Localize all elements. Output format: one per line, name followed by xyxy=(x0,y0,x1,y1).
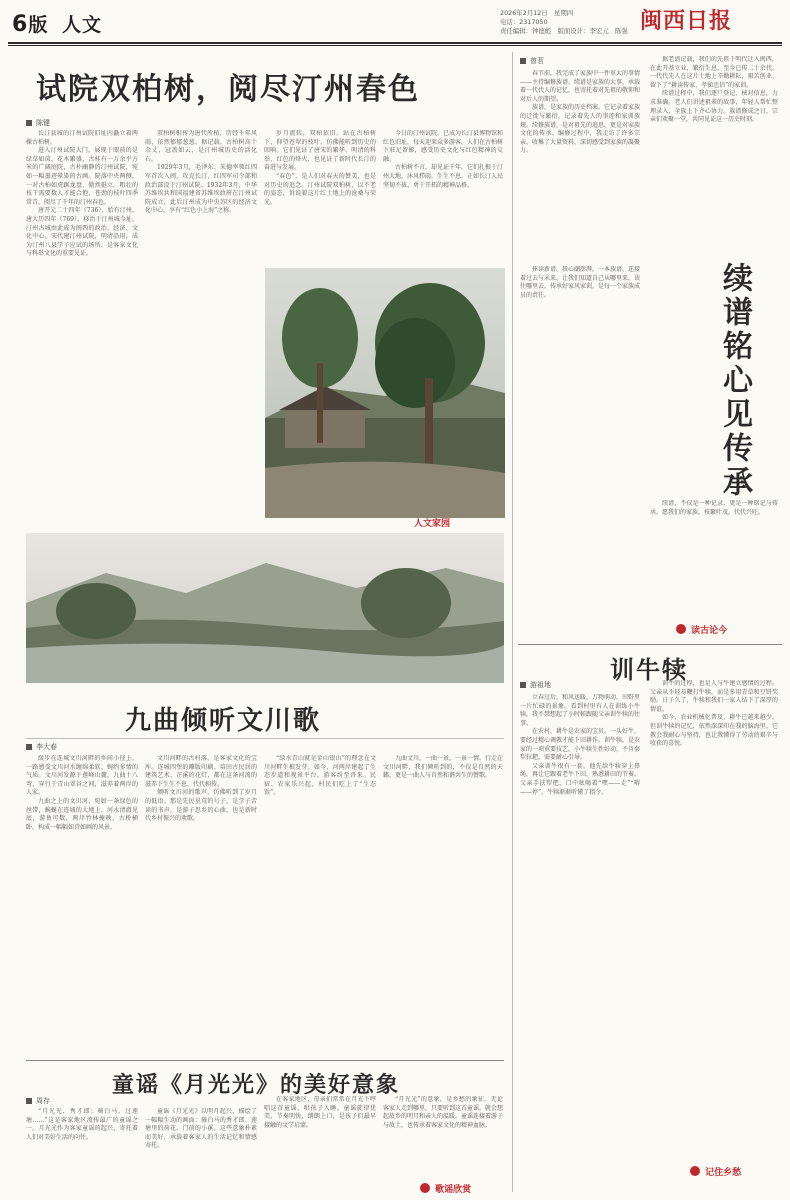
page-banner xyxy=(12,10,102,37)
article5-top-rule xyxy=(26,1060,504,1061)
article5-title: 童谣《月光光》的美好意象 xyxy=(112,1072,401,1098)
phone: 电话：2317050 xyxy=(500,18,548,26)
article3-col1 xyxy=(26,755,138,1055)
article1-p7: “春色”，是人们对春天的赞美，也是对历史的追念。汀州试院双柏树，以不老的姿态，诉说着这片红土地上的沧桑与荣光。 xyxy=(264,172,376,206)
newspaper-logo: 闽西日报 xyxy=(640,8,733,34)
article3-rule xyxy=(26,738,504,739)
article5-col3 xyxy=(264,1096,376,1194)
article5-col4 xyxy=(383,1096,503,1176)
article5-col1 xyxy=(26,1108,138,1194)
article5-byline xyxy=(26,1096,50,1106)
article1-author: 陈键 xyxy=(36,119,50,127)
article2-col4 xyxy=(650,500,778,610)
article5-author: 周存 xyxy=(36,1097,50,1105)
article3-p2: 九曲之上的文川河，宛如一条绿色的丝带，蜿蜒在连城的大地上。河水清澈见底，游鱼可数，两岸竹林掩映，古桥横卧，构成一幅幅如诗如画的风景。 xyxy=(26,797,138,831)
article4-p2: 在农村，耕牛是农家的宝贝。一头好牛，要经过精心调教才能下田耕作。训牛犊，是农家的一项重要技艺。小牛犊生性好动，不肯套犁拉耙，需要耐心引导。 xyxy=(520,728,640,762)
article2-author: 曾茗 xyxy=(530,57,544,65)
issue-date: 2026年2月12日 星期四 xyxy=(500,9,574,17)
header-rule xyxy=(8,42,782,44)
article2-p1: 春节前，我完成了家族中一件重大的事情——主持编修族谱。续谱是家族的大事，承载着一代代人的记忆，也寄托着对先祖的敬仰和对后人的期望。 xyxy=(520,70,640,103)
column-tag-icon xyxy=(676,624,686,634)
article3-byline xyxy=(26,742,57,752)
article2-byline xyxy=(520,56,544,66)
article1-p3: 唐开元二十四年（736），始有汀州。唐大历四年（769），移治于汀州城今址，汀州古城由此成为闽西的政治、经济、文化中心。宋代建汀州试院，明清沿用，成为汀州八县学子应试的场所，是客家文化与科举文化的重要见证。 xyxy=(26,207,138,258)
article3-p1: 缓步在连城文川河畔的乡间小径上，一路感受文川河水缠绵柔软、婉约多情的气质。文川河发源于莲峰山麓，九曲十八弯，穿行于青山翠谷之间，滋养着两岸的人家。 xyxy=(26,755,138,797)
article2-col1 xyxy=(520,70,640,260)
article1-p1: 长汀县城的汀州试院旧址内矗立着两棵古柏树。 xyxy=(26,130,138,146)
article4-p4: 训牛的过程，也是人与牛建立感情的过程。父亲从不轻易鞭打牛犊，而是多用青草和豆饼奖励。日子久了，牛犊和我们一家人结下了深厚的情谊。 xyxy=(650,680,778,713)
article3-title: 九曲倾听文川歌 xyxy=(125,706,322,736)
article2-p3: 据老谱记载，我们的先祖于明代迁入闽西，在此开基立业，繁衍生息，至今已传二十余代。一代代先人在这片土地上辛勤耕耘，艰苦创业，留下了“耕读传家、孝悌忠信”的家训。 xyxy=(650,56,778,89)
article2-p2: 族谱，是家族的历史档案。它记录着家族的迁徙与繁衍，记录着先人的事迹和家训族规。续修族谱，是对祖先的追思，更是对家族文化的传承。编修过程中，我走访了许多宗亲，收集了大量资料，深切感受到家族的凝聚力。 xyxy=(520,104,640,155)
article2-col3 xyxy=(520,266,640,566)
article4-col2 xyxy=(650,680,778,1160)
article2-p6: 续谱，不仅是一种记录，更是一种铭记与传承。愿我们的家族，枝繁叶茂，代代兴旺。 xyxy=(650,500,778,516)
article3-p5: “绿水青山就是金山银山”的理念在文川河畔生根发芽。如今，河两岸建起了生态步道和观景平台，游客纷至沓来。民宿、农家乐兴起，村民们吃上了“生态饭”。 xyxy=(264,755,376,797)
article5-p4: “月光光”的意象，是乡愁的象征。无论客家人走到哪里，只要听到这首童谣，就会想起故乡的明月和亲人的温暖。童谣连接着游子与故土，也传承着客家文化的精神血脉。 xyxy=(383,1096,503,1129)
article1-p4: 双柏树相传为唐代所植，历经千年风雨，依然郁郁葱葱。据记载，古柏树高十余丈，冠盖如云，是汀州城历史的活化石。 xyxy=(145,130,257,163)
column-tag-icon xyxy=(690,1166,700,1176)
article5-col2 xyxy=(145,1108,257,1194)
article1-col3 xyxy=(264,130,376,262)
column-divider xyxy=(512,52,513,1192)
article5-column-tag xyxy=(420,1177,471,1196)
column-tag-icon xyxy=(420,1183,430,1193)
photo1-caption: 人文家园 xyxy=(414,519,451,529)
article1-title: 试院双柏树，阅尽汀州春色 xyxy=(36,72,420,107)
article4-title: 训牛犊 xyxy=(610,655,688,684)
article4-author: 游祖地 xyxy=(530,681,551,689)
article4-byline xyxy=(520,680,551,690)
article1-p2: 进入汀州试院大门，展现于眼前的是绿草如茵、花木繁盛，古桂有一万余平方米的广阔庭院，古朴幽静的汀州试院，宛如一幅墨迹晕染的古画。院落中央两侧，一对古柏如虎踞龙盘，傲然挺立。粗壮的枝干需要数人才能合抱，苍劲的枝叶四季常青，阅尽了千年的汀州春色。 xyxy=(26,147,138,206)
article2-column-tag xyxy=(676,618,727,637)
article3-photo xyxy=(26,533,504,683)
article1-p5: 1929年3月，毛泽东、朱德率领红四军首次入闽，攻克长汀，红四军司令部和政治部设于汀州试院。1932年3月，中华苏维埃共和国福建省苏维埃政府在汀州试院成立，此后汀州成为中央苏区的经济文化中心，享有“红色小上海”之称。 xyxy=(145,164,257,215)
article4-p5: 如今，农业机械化普及，耕牛已越来越少。但训牛犊的记忆，依然深深印在我的脑海里。它教会我耐心与坚持，也让我懂得了劳动的艰辛与收获的喜悦。 xyxy=(650,714,778,748)
article5-p1: “月光光，秀才郎；骑白马，过莲塘……”这是客家地区流传最广的童谣之一。月光光作为客家童谣的起兴，寄托着人们对美好生活的向往。 xyxy=(26,1108,138,1141)
article3-p4: 倾听文川河的歌声，仿佛听到了岁月的低语。那是先民垦荒的号子，是学子苦读的书声，是游子思乡的心曲，也是新时代乡村振兴的欢歌。 xyxy=(145,789,257,823)
article5-p3: 在客家地区，母亲们常常在月光下哼唱这首童谣，哄孩子入睡。童谣旋律优美，节奏明快，朗朗上口，是孩子们最早接触的文学启蒙。 xyxy=(264,1096,376,1129)
article3-p6: 九曲文川，一曲一景，一景一情。行走在文川河畔，我们倾听到的，不仅是自然的天籁，更是一曲人与自然和谐共生的赞歌。 xyxy=(383,755,503,780)
article3-col2 xyxy=(145,755,257,1055)
article5-p2: 童谣《月光光》以明月起兴，描绘了一幅幅生动的画面：骑白马的秀才郎、莲塘里的荷花、门前的小溪。这些意象朴素而美好，承载着客家人的生活记忆和情感寄托。 xyxy=(145,1108,257,1150)
article1-p8: 今日的汀州试院，已成为长汀县博物馆和红色旧址，每天迎来众多游客。人们在古柏树下驻足留影，感受历史文化与红色精神的交融。 xyxy=(383,130,503,163)
article3-author: 李大春 xyxy=(36,743,57,751)
article2-p4: 续谱过程中，我们逐户登记、核对信息，力求准确。老人们讲述祖辈的故事，年轻人帮忙整理录入，全族上下齐心协力。族谱修成之日，宗亲们欢聚一堂，共同见证这一历史时刻。 xyxy=(650,90,778,124)
page-unit: 版 xyxy=(28,14,49,36)
article2-col2 xyxy=(650,56,778,256)
article3-col3 xyxy=(264,755,376,1055)
article2-p5: 捧读新谱，我心潮澎湃。一本族谱，连接着过去与未来，让我们知道自己从哪里来，该往哪里去。传承好家风家训，是每一个家族成员的责任。 xyxy=(520,266,640,299)
page-number: 6 xyxy=(12,12,29,37)
article2-title: 续谱铭心见传承 xyxy=(717,262,752,500)
section-name: 人文 xyxy=(61,14,102,36)
article4-col1 xyxy=(520,694,640,1188)
article4-p1: 立春过后，和风送暖，万物萌动，田野里一片忙碌的景象。看到村里有人在训练小牛犊，我不禁想起了小时候跟随父亲训牛犊的往事。 xyxy=(520,694,640,727)
article4-p3: 父亲训牛很有一套。他先给牛犊穿上鼻绳，再让它跟着老牛下田，熟悉耕田的节奏。父亲手扶犁把，口中吆喝着“嘿——走”“嘚——停”，牛犊渐渐听懂了指令。 xyxy=(520,762,640,796)
article3-p3: 文川河畔的古村落，是客家文化的宝库。连城四堡的雕版印刷、培田古民居的建筑艺术、芷溪的花灯，都在这条河流的滋养下生生不息，代代相传。 xyxy=(145,755,257,788)
article4-top-rule xyxy=(518,644,782,645)
article1-p6: 岁月流转，双柏依旧。站在古柏树下，仰望苍翠的枝叶，仿佛能听到历史的回响。它们见证了唐宋的繁华、明清的科举、红色的烽火，也见证了新时代长汀的奋进与发展。 xyxy=(264,130,376,172)
article4-column-label: 记住乡愁 xyxy=(705,1168,742,1178)
article1-col1 xyxy=(26,130,138,530)
header-rule-thin xyxy=(8,45,782,46)
article4-column-tag xyxy=(690,1160,741,1179)
article1-col4 xyxy=(383,130,503,262)
article3-col4 xyxy=(383,755,503,1055)
article2-column-label: 读古论今 xyxy=(691,626,728,636)
article5-column-label: 歌谣欣赏 xyxy=(435,1185,472,1195)
article1-photo xyxy=(265,268,505,518)
article1-p9: 古柏树不言，却见证千年。它们扎根于汀州大地，沐风栉雨，生生不息，正如长汀人民坚韧不拔、勇于开拓的精神品格。 xyxy=(383,164,503,189)
staff-credits: 责任编辑：钟德彪 版面设计：李宏元 陈强 xyxy=(500,27,628,35)
article1-col2 xyxy=(145,130,257,530)
article1-byline xyxy=(26,118,50,128)
